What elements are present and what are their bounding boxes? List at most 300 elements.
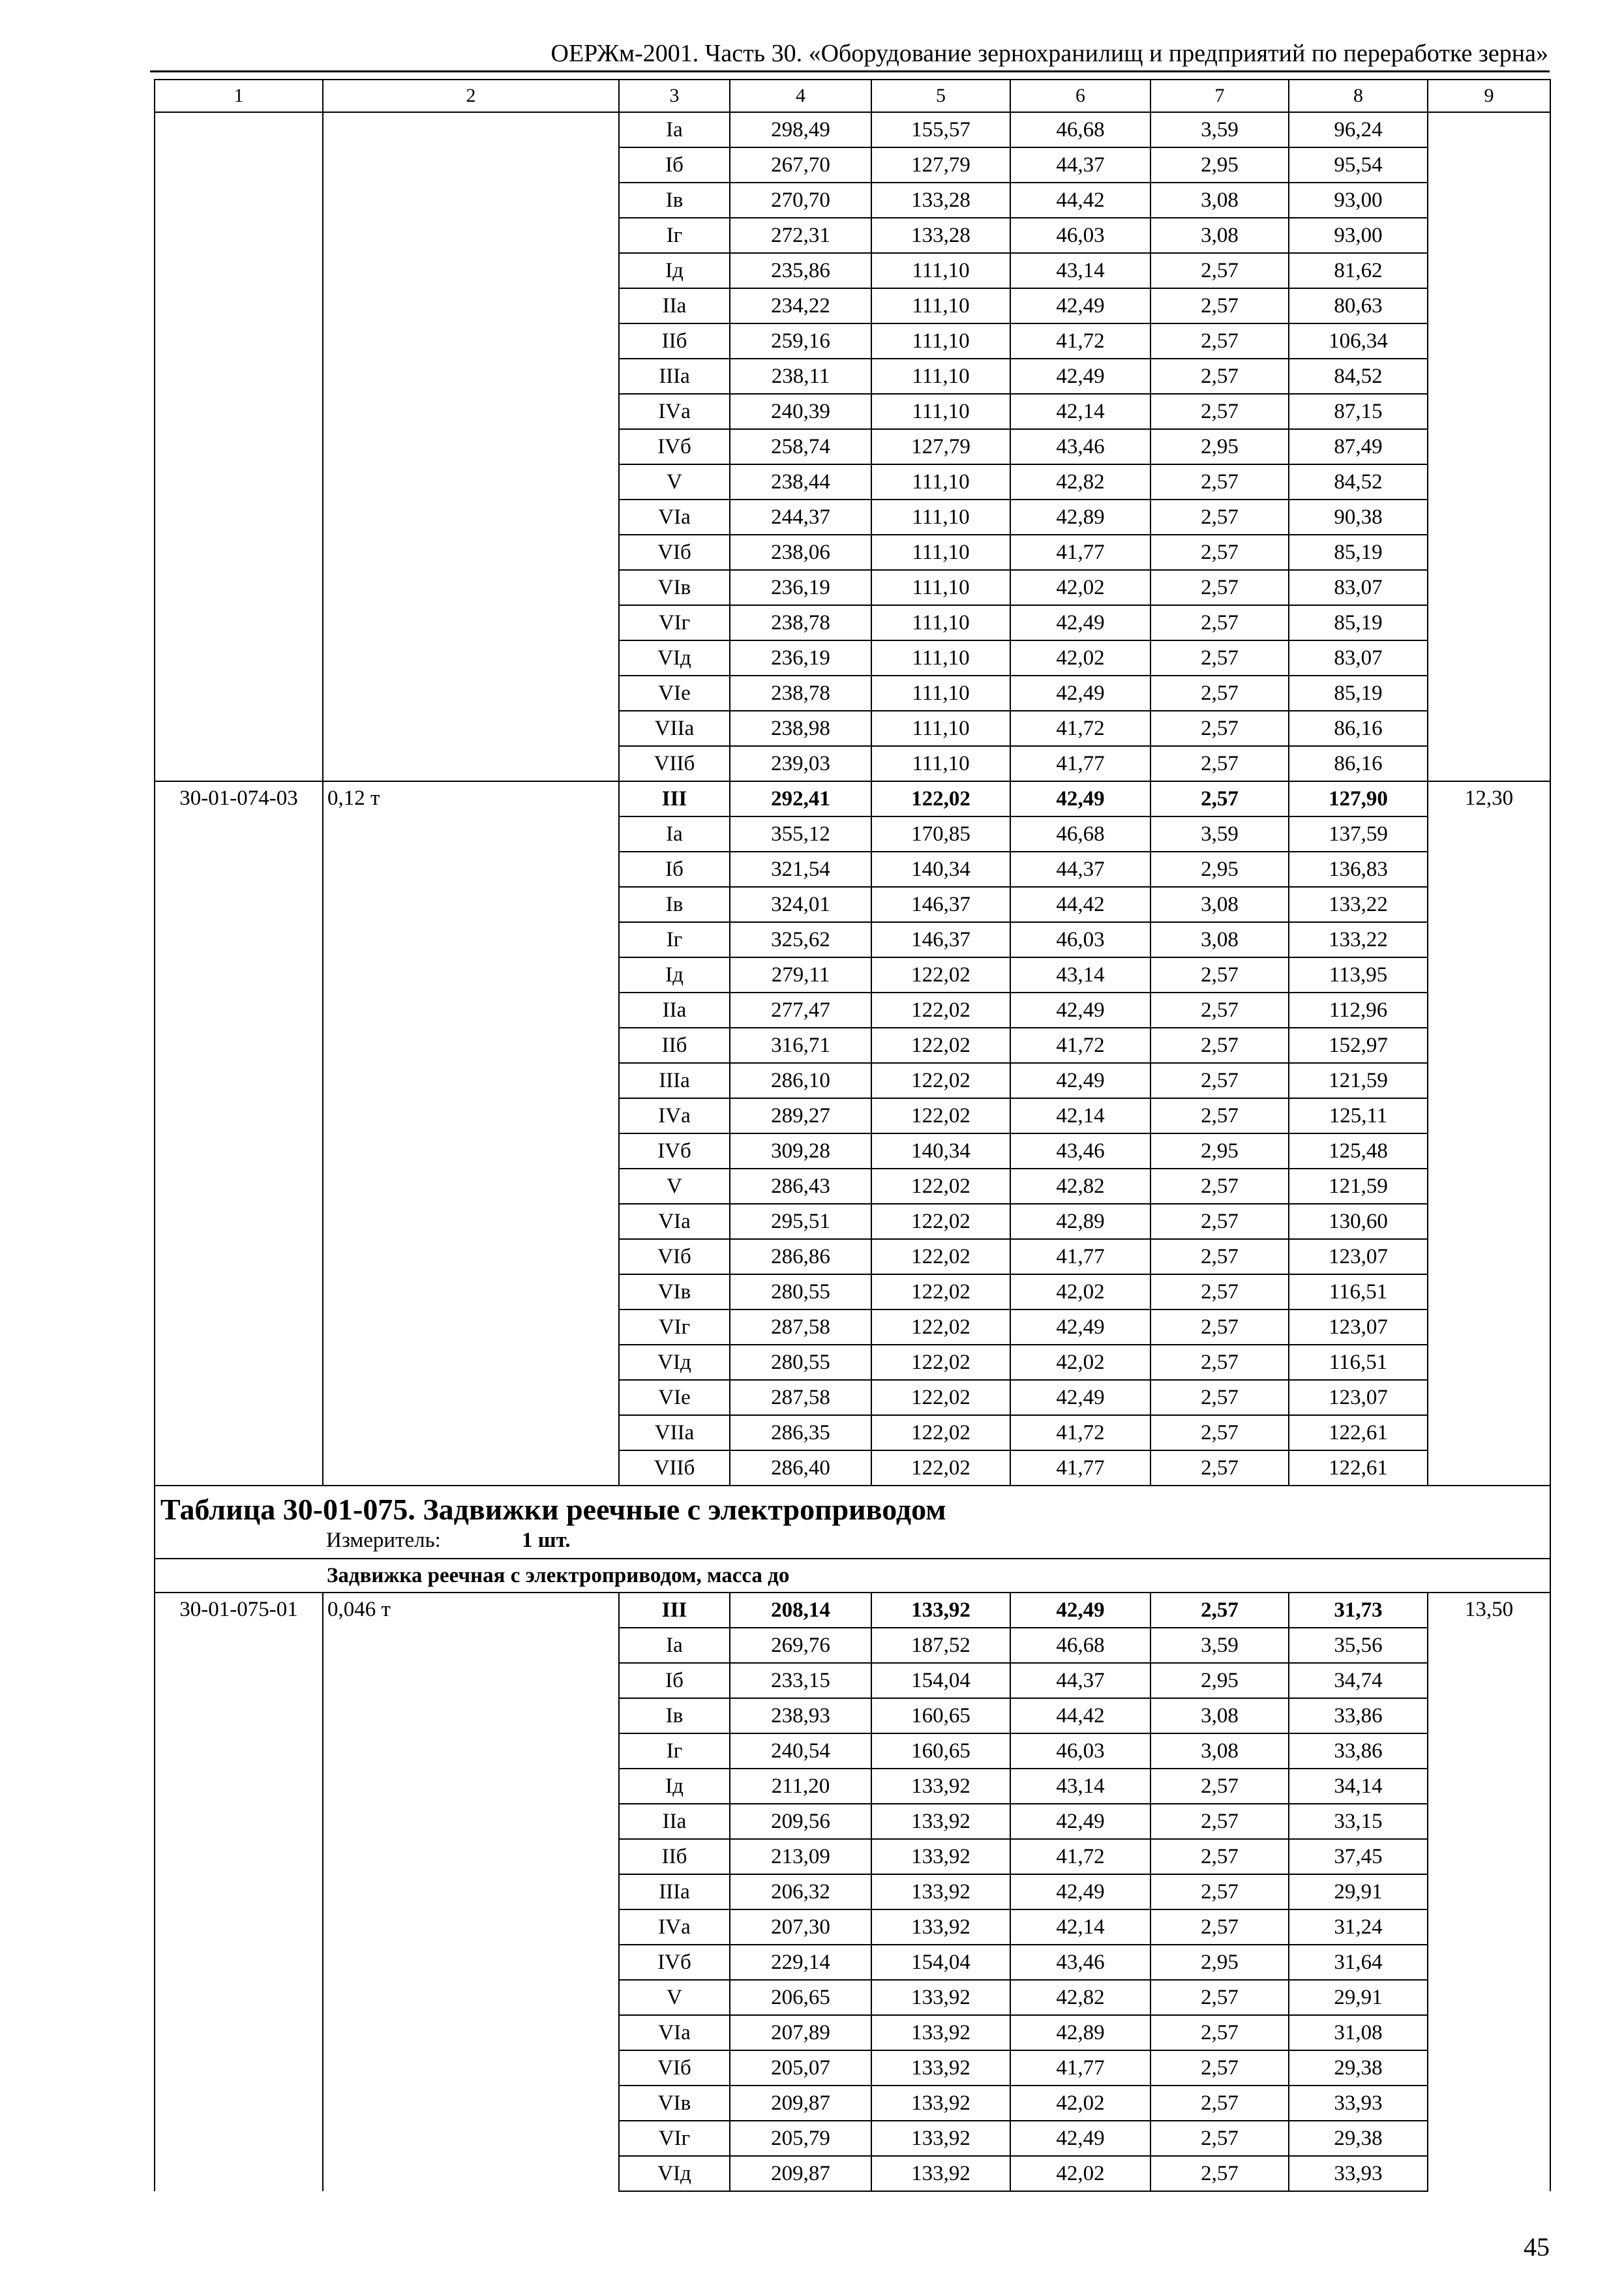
table-cell: 239,03: [730, 746, 871, 781]
table-cell: 42,02: [1010, 2086, 1150, 2121]
table-cell: VIг: [619, 605, 730, 640]
table-cell: 111,10: [871, 605, 1010, 640]
table-cell: VIа: [619, 1204, 730, 1239]
table-cell: 287,58: [730, 1309, 871, 1345]
table-cell: 2,95: [1150, 852, 1289, 887]
table-cell: 3,59: [1150, 1628, 1289, 1663]
table-cell: 111,10: [871, 676, 1010, 711]
table-cell: VIе: [619, 1380, 730, 1415]
table-cell: 133,92: [871, 1804, 1010, 1839]
table-cell: 133,92: [871, 2086, 1010, 2121]
table-cell: 31,24: [1289, 1909, 1428, 1945]
table-cell: 133,92: [871, 2156, 1010, 2191]
table-cell: 2,57: [1150, 640, 1289, 676]
table-cell: 240,54: [730, 1733, 871, 1769]
table-cell: 35,56: [1289, 1628, 1428, 1663]
table-row: [155, 781, 1550, 816]
table-cell: 2,57: [1150, 605, 1289, 640]
table-cell: 121,59: [1289, 1063, 1428, 1098]
table-cell: Iб: [619, 1663, 730, 1698]
table-title: Таблица 30-01-075. Задвижки реечные с электроприводом: [160, 1493, 946, 1526]
table-cell: 42,49: [1010, 1593, 1150, 1628]
table-cell: 3,08: [1150, 887, 1289, 922]
table-cell: 133,28: [871, 183, 1010, 218]
table-cell: 37,45: [1289, 1839, 1428, 1874]
table-cell: 187,52: [871, 1628, 1010, 1663]
table-cell: 34,74: [1289, 1663, 1428, 1698]
table-cell: 2,57: [1150, 2050, 1289, 2086]
table-cell: 2,57: [1150, 993, 1289, 1028]
subheading-cell: [155, 1559, 1550, 1593]
table-cell: 111,10: [871, 711, 1010, 746]
table-cell: IIа: [619, 1804, 730, 1839]
column-number: 4: [730, 80, 871, 112]
table-cell: 111,10: [871, 640, 1010, 676]
table-cell: 286,40: [730, 1450, 871, 1486]
table-cell: Iа: [619, 816, 730, 852]
table-cell: 236,19: [730, 640, 871, 676]
table-cell: 86,16: [1289, 711, 1428, 746]
table-cell: 122,61: [1289, 1450, 1428, 1486]
table-cell: 155,57: [871, 112, 1010, 147]
table-cell: 2,57: [1150, 1098, 1289, 1133]
table-cell: 2,57: [1150, 1980, 1289, 2015]
table-cell: 295,51: [730, 1204, 871, 1239]
table-cell: 133,92: [871, 1839, 1010, 1874]
table-cell: 42,89: [1010, 500, 1150, 535]
table-cell: 2,95: [1150, 1663, 1289, 1698]
table-cell: 286,10: [730, 1063, 871, 1098]
table-cell: 86,16: [1289, 746, 1428, 781]
labor-norm: 12,30: [1428, 781, 1550, 1486]
table-cell: 355,12: [730, 816, 871, 852]
table-cell: 43,46: [1010, 429, 1150, 464]
table-cell: 280,55: [730, 1345, 871, 1380]
table-cell: 2,57: [1150, 1239, 1289, 1274]
table-cell: 46,03: [1010, 1733, 1150, 1769]
table-cell: 122,61: [1289, 1415, 1428, 1450]
table-cell: 111,10: [871, 288, 1010, 323]
table-cell: 2,57: [1150, 1593, 1289, 1628]
column-number: 6: [1010, 80, 1150, 112]
table-cell: 122,02: [871, 1063, 1010, 1098]
table-cell: IVа: [619, 1909, 730, 1945]
table-cell: 2,57: [1150, 676, 1289, 711]
table-cell: 3,08: [1150, 1733, 1289, 1769]
table-cell: 2,57: [1150, 711, 1289, 746]
table-cell: 133,22: [1289, 887, 1428, 922]
table-cell: 122,02: [871, 1345, 1010, 1380]
table-cell: VIб: [619, 2050, 730, 2086]
table-cell: 116,51: [1289, 1345, 1428, 1380]
table-cell: 3,59: [1150, 816, 1289, 852]
rate-code: 30-01-075-01: [155, 1593, 323, 2191]
table-cell: 325,62: [730, 922, 871, 957]
table-cell: 238,98: [730, 711, 871, 746]
table-cell: 2,57: [1150, 1028, 1289, 1063]
table-cell: 137,59: [1289, 816, 1428, 852]
table-cell: IIб: [619, 1028, 730, 1063]
table-cell: 42,14: [1010, 1909, 1150, 1945]
table-cell: 2,57: [1150, 1415, 1289, 1450]
table-cell: 258,74: [730, 429, 871, 464]
table-cell: Iг: [619, 922, 730, 957]
table-cell: VIIб: [619, 1450, 730, 1486]
table-cell: 234,22: [730, 288, 871, 323]
table-cell: 140,34: [871, 852, 1010, 887]
table-cell: 136,83: [1289, 852, 1428, 887]
table-cell: 160,65: [871, 1698, 1010, 1733]
table-cell: 277,47: [730, 993, 871, 1028]
table-cell: 2,57: [1150, 1169, 1289, 1204]
table-cell: 3,08: [1150, 1698, 1289, 1733]
table-cell: 2,57: [1150, 535, 1289, 570]
table-cell: 133,92: [871, 1909, 1010, 1945]
table-cell: 42,82: [1010, 464, 1150, 500]
table-cell: VIг: [619, 1309, 730, 1345]
table-cell: 2,57: [1150, 1204, 1289, 1239]
table-cell: 42,02: [1010, 2156, 1150, 2191]
table-cell: 42,89: [1010, 2015, 1150, 2050]
table-cell: 111,10: [871, 323, 1010, 359]
table-cell: 235,86: [730, 253, 871, 288]
column-number: 8: [1289, 80, 1428, 112]
table-cell: Iа: [619, 1628, 730, 1663]
table-cell: 42,49: [1010, 359, 1150, 394]
table-cell: VIб: [619, 1239, 730, 1274]
table-cell: 85,19: [1289, 605, 1428, 640]
table-cell: 87,49: [1289, 429, 1428, 464]
table-cell: VIв: [619, 1274, 730, 1309]
table-cell: 211,20: [730, 1769, 871, 1804]
table-cell: 84,52: [1289, 464, 1428, 500]
table-cell: Iа: [619, 112, 730, 147]
table-cell: 44,42: [1010, 887, 1150, 922]
table-cell: 298,49: [730, 112, 871, 147]
rate-code: 30-01-074-03: [155, 781, 323, 1486]
table-cell: 127,79: [871, 147, 1010, 183]
table-cell: 238,78: [730, 605, 871, 640]
table-cell: V: [619, 1980, 730, 2015]
table-row: [155, 112, 1550, 147]
table-cell: 122,02: [871, 1415, 1010, 1450]
table-cell: 42,14: [1010, 394, 1150, 429]
table-cell: IVб: [619, 1945, 730, 1980]
table-cell: 42,49: [1010, 1309, 1150, 1345]
rate-mass: 0,12 т: [323, 781, 619, 1486]
table-cell: 2,57: [1150, 2086, 1289, 2121]
table-cell: VIв: [619, 570, 730, 605]
table-cell: 44,37: [1010, 1663, 1150, 1698]
table-cell: 116,51: [1289, 1274, 1428, 1309]
table-cell: 122,02: [871, 1274, 1010, 1309]
table-cell: VIд: [619, 640, 730, 676]
table-cell: 2,57: [1150, 1063, 1289, 1098]
table-cell: 2,57: [1150, 464, 1289, 500]
table-cell: IIб: [619, 323, 730, 359]
table-cell: IIIа: [619, 1063, 730, 1098]
column-number: 1: [155, 80, 323, 112]
table-cell: 205,07: [730, 2050, 871, 2086]
table-cell: 46,03: [1010, 922, 1150, 957]
rate-mass: [323, 112, 619, 781]
table-cell: 46,68: [1010, 1628, 1150, 1663]
table-cell: 229,14: [730, 1945, 871, 1980]
table-cell: 2,57: [1150, 500, 1289, 535]
table-title-cell: [155, 1486, 1550, 1559]
table-cell: 2,95: [1150, 429, 1289, 464]
table-cell: 2,57: [1150, 1345, 1289, 1380]
table-cell: 146,37: [871, 887, 1010, 922]
rate-mass: 0,046 т: [323, 1593, 619, 2191]
table-cell: 112,96: [1289, 993, 1428, 1028]
table-cell: 42,02: [1010, 1345, 1150, 1380]
table-cell: 41,77: [1010, 2050, 1150, 2086]
table-cell: 44,42: [1010, 1698, 1150, 1733]
table-cell: 33,86: [1289, 1733, 1428, 1769]
table-cell: 122,02: [871, 781, 1010, 816]
table-cell: 111,10: [871, 535, 1010, 570]
table-cell: 41,77: [1010, 746, 1150, 781]
table-cell: 121,59: [1289, 1169, 1428, 1204]
table-cell: 106,34: [1289, 323, 1428, 359]
table-cell: 2,57: [1150, 394, 1289, 429]
table-cell: Iв: [619, 1698, 730, 1733]
table-cell: 2,57: [1150, 957, 1289, 993]
table-cell: 85,19: [1289, 535, 1428, 570]
table-cell: 29,91: [1289, 1980, 1428, 2015]
table-cell: 122,02: [871, 957, 1010, 993]
labor-norm: [1428, 112, 1550, 781]
table-cell: IVа: [619, 1098, 730, 1133]
table-cell: 3,59: [1150, 112, 1289, 147]
table-cell: 2,57: [1150, 1804, 1289, 1839]
table-cell: Iб: [619, 852, 730, 887]
table-cell: 286,86: [730, 1239, 871, 1274]
table-cell: 238,44: [730, 464, 871, 500]
table-cell: 111,10: [871, 359, 1010, 394]
table-cell: 289,27: [730, 1098, 871, 1133]
table-cell: 2,57: [1150, 570, 1289, 605]
table-cell: 122,02: [871, 1169, 1010, 1204]
table-cell: 2,57: [1150, 359, 1289, 394]
subheading-row: [155, 1559, 1550, 1593]
table-cell: 43,14: [1010, 253, 1150, 288]
table-cell: 41,77: [1010, 1239, 1150, 1274]
table-cell: 209,87: [730, 2156, 871, 2191]
table-cell: VIа: [619, 500, 730, 535]
rate-code: [155, 112, 323, 781]
page-header: [150, 38, 1550, 72]
table-cell: 41,72: [1010, 1415, 1150, 1450]
measure-value: 1 шт.: [522, 1529, 571, 1552]
header-title: ОЕРЖм-2001. Часть 30. «Оборудование зернохранилищ и предприятий по переработке зерна»: [550, 40, 1548, 67]
table-cell: 111,10: [871, 464, 1010, 500]
table-cell: 41,72: [1010, 711, 1150, 746]
table-cell: 84,52: [1289, 359, 1428, 394]
column-number: 9: [1428, 80, 1550, 112]
table-cell: 286,35: [730, 1415, 871, 1450]
subheading: Задвижка реечная с электроприводом, масса до: [327, 1564, 790, 1587]
table-cell: 123,07: [1289, 1380, 1428, 1415]
table-cell: 123,07: [1289, 1309, 1428, 1345]
table-cell: 321,54: [730, 852, 871, 887]
table-cell: Iв: [619, 887, 730, 922]
table-cell: 46,03: [1010, 218, 1150, 253]
table-cell: 2,57: [1150, 746, 1289, 781]
table-cell: 2,57: [1150, 1769, 1289, 1804]
table-cell: 324,01: [730, 887, 871, 922]
table-cell: 2,57: [1150, 2156, 1289, 2191]
table-cell: 122,02: [871, 1098, 1010, 1133]
table-cell: 122,02: [871, 1239, 1010, 1274]
table-cell: 213,09: [730, 1839, 871, 1874]
table-cell: 269,76: [730, 1628, 871, 1663]
table-cell: 238,78: [730, 676, 871, 711]
table-cell: 113,95: [1289, 957, 1428, 993]
table-cell: 34,14: [1289, 1769, 1428, 1804]
table-cell: V: [619, 1169, 730, 1204]
table-cell: IVб: [619, 1133, 730, 1169]
table-cell: VIIб: [619, 746, 730, 781]
table-cell: 95,54: [1289, 147, 1428, 183]
table-cell: VIв: [619, 2086, 730, 2121]
table-title-row: [155, 1486, 1550, 1559]
table-cell: VIб: [619, 535, 730, 570]
table-cell: 205,79: [730, 2121, 871, 2156]
table-cell: 270,70: [730, 183, 871, 218]
table-cell: 238,11: [730, 359, 871, 394]
table-cell: 127,79: [871, 429, 1010, 464]
table-cell: 93,00: [1289, 183, 1428, 218]
table-cell: 44,42: [1010, 183, 1150, 218]
table-cell: 41,77: [1010, 535, 1150, 570]
table-cell: Iд: [619, 957, 730, 993]
table-cell: 125,48: [1289, 1133, 1428, 1169]
table-cell: 42,02: [1010, 570, 1150, 605]
table-cell: 133,28: [871, 218, 1010, 253]
table-cell: 2,57: [1150, 1309, 1289, 1345]
table-cell: 41,72: [1010, 1839, 1150, 1874]
table-cell: 133,92: [871, 2050, 1010, 2086]
column-number: 2: [323, 80, 619, 112]
table-cell: 259,16: [730, 323, 871, 359]
table-row: [155, 1593, 1550, 1628]
table-cell: 42,82: [1010, 1980, 1150, 2015]
table-cell: 122,02: [871, 1450, 1010, 1486]
column-number: 7: [1150, 80, 1289, 112]
table-cell: 208,14: [730, 1593, 871, 1628]
column-number: 5: [871, 80, 1010, 112]
table-cell: 46,68: [1010, 816, 1150, 852]
table-cell: 90,38: [1289, 500, 1428, 535]
table-cell: V: [619, 464, 730, 500]
table-cell: 111,10: [871, 394, 1010, 429]
table-cell: 133,92: [871, 1980, 1010, 2015]
table-cell: Iд: [619, 253, 730, 288]
table-cell: 154,04: [871, 1945, 1010, 1980]
measure-label: Измеритель:: [326, 1529, 441, 1552]
table-cell: 43,14: [1010, 957, 1150, 993]
table-cell: IVб: [619, 429, 730, 464]
table-cell: 154,04: [871, 1663, 1010, 1698]
table-cell: 238,93: [730, 1698, 871, 1733]
table-cell: 42,02: [1010, 1274, 1150, 1309]
table-cell: 41,72: [1010, 1028, 1150, 1063]
table-cell: 42,49: [1010, 1804, 1150, 1839]
table-cell: III: [619, 1593, 730, 1628]
table-cell: 152,97: [1289, 1028, 1428, 1063]
table-cell: 133,92: [871, 1874, 1010, 1909]
table-cell: 130,60: [1289, 1204, 1428, 1239]
table-cell: 2,57: [1150, 1450, 1289, 1486]
table-cell: 33,15: [1289, 1804, 1428, 1839]
table-cell: 41,77: [1010, 1450, 1150, 1486]
table-cell: 33,93: [1289, 2086, 1428, 2121]
table-cell: 133,22: [1289, 922, 1428, 957]
table-cell: 33,93: [1289, 2156, 1428, 2191]
table-cell: 2,57: [1150, 2121, 1289, 2156]
table-cell: 3,08: [1150, 183, 1289, 218]
table-cell: 133,92: [871, 2121, 1010, 2156]
table-cell: 85,19: [1289, 676, 1428, 711]
table-cell: Iб: [619, 147, 730, 183]
table-cell: 42,02: [1010, 640, 1150, 676]
table-cell: 87,15: [1289, 394, 1428, 429]
table-cell: 111,10: [871, 570, 1010, 605]
table-cell: 81,62: [1289, 253, 1428, 288]
table-cell: 207,89: [730, 2015, 871, 2050]
table-cell: 2,57: [1150, 1839, 1289, 1874]
table-cell: 292,41: [730, 781, 871, 816]
table-cell: 2,57: [1150, 288, 1289, 323]
table-cell: III: [619, 781, 730, 816]
table-cell: 206,65: [730, 1980, 871, 2015]
table-cell: 44,37: [1010, 852, 1150, 887]
table-cell: 31,08: [1289, 2015, 1428, 2050]
table-cell: IIа: [619, 288, 730, 323]
table-cell: 42,49: [1010, 781, 1150, 816]
table-cell: 122,02: [871, 1309, 1010, 1345]
table-cell: 170,85: [871, 816, 1010, 852]
table-cell: 93,00: [1289, 218, 1428, 253]
table-cell: 267,70: [730, 147, 871, 183]
table-cell: VIг: [619, 2121, 730, 2156]
table-cell: 236,19: [730, 570, 871, 605]
table-cell: 46,68: [1010, 112, 1150, 147]
table-cell: 43,46: [1010, 1133, 1150, 1169]
table-cell: 111,10: [871, 253, 1010, 288]
table-cell: Iв: [619, 183, 730, 218]
table-cell: 42,82: [1010, 1169, 1150, 1204]
table-cell: 33,86: [1289, 1698, 1428, 1733]
table-cell: 209,56: [730, 1804, 871, 1839]
table-cell: 207,30: [730, 1909, 871, 1945]
table-cell: 316,71: [730, 1028, 871, 1063]
table-cell: 2,57: [1150, 253, 1289, 288]
table-cell: 286,43: [730, 1169, 871, 1204]
table-cell: 2,95: [1150, 1133, 1289, 1169]
table-cell: 133,92: [871, 2015, 1010, 2050]
table-cell: 42,49: [1010, 288, 1150, 323]
table-cell: 2,57: [1150, 1874, 1289, 1909]
table-cell: 42,14: [1010, 1098, 1150, 1133]
table-cell: 279,11: [730, 957, 871, 993]
table-cell: 206,32: [730, 1874, 871, 1909]
table-cell: 238,06: [730, 535, 871, 570]
table-cell: 83,07: [1289, 640, 1428, 676]
table-cell: 42,49: [1010, 1874, 1150, 1909]
